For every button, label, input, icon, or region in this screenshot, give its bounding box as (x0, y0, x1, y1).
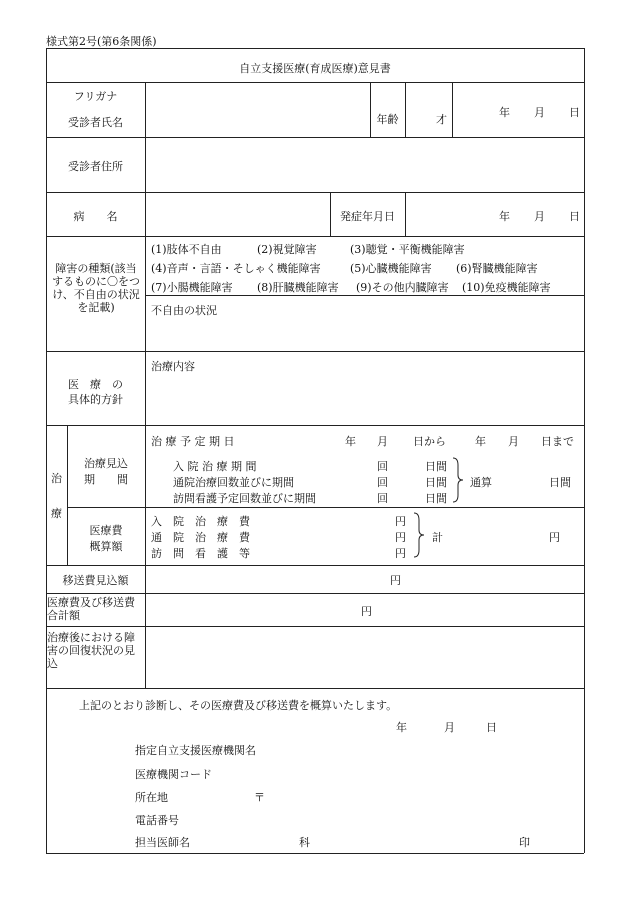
condition-field[interactable] (146, 318, 583, 350)
cost-row-label: 入 院 治 療 費 (151, 515, 250, 528)
cost-row-unit: 円 (395, 531, 406, 544)
declaration-statement: 上記のとおり診断し、その医療費及び移送費を概算いたします。 (79, 699, 398, 712)
disability-type-item[interactable]: (6)腎臓機能障害 (456, 262, 538, 275)
policy-label-line2: 具体的方針 (68, 393, 123, 406)
form-title: 自立支援医療(育成医療)意見書 (239, 62, 391, 75)
birth-day-label: 日 (569, 106, 580, 119)
schedule-to-suffix: 日まで (541, 435, 574, 448)
postal-mark: 〒 (254, 791, 265, 804)
condition-label: 不自由の状況 (151, 304, 217, 317)
patient-name-field[interactable] (146, 83, 369, 136)
period-total-label: 通算 (470, 476, 492, 489)
combined-total-unit: 円 (361, 605, 372, 618)
institution-label: 指定自立支援医療機関名 (135, 744, 256, 757)
institution-code-label: 医療機関コード (135, 768, 212, 781)
cost-total-unit: 円 (549, 531, 560, 544)
patient-address-field[interactable] (146, 138, 583, 191)
disability-type-item[interactable]: (9)その他内臓障害 (356, 281, 449, 294)
disability-type-item[interactable]: (7)小腸機能障害 (151, 281, 233, 294)
schedule-from-month: 月 (377, 435, 388, 448)
period-row-count: 回 (377, 476, 388, 489)
cost-row-label: 訪 問 看 護 等 (151, 547, 250, 560)
form-number: 様式第2号(第6条関係) (46, 35, 157, 48)
policy-label-line1: 医 療 の (68, 378, 123, 391)
patient-name-label: 受診者氏名 (68, 116, 123, 129)
onset-year-label: 年 (499, 210, 510, 223)
seal-label: 印 (519, 836, 530, 849)
period-row-count: 回 (377, 460, 388, 473)
treatment-content-label: 治療内容 (151, 360, 195, 373)
schedule-to-year: 年 (475, 435, 486, 448)
period-row-days: 日間 (425, 476, 447, 489)
disability-type-item[interactable]: (8)肝臓機能障害 (257, 281, 339, 294)
period-row-count: 回 (377, 492, 388, 505)
patient-address-label: 受診者住所 (68, 160, 123, 173)
cost-row-unit: 円 (395, 515, 406, 528)
recovery-label: 治療後における障害の回復状況の見込 (47, 631, 135, 670)
age-label: 年齢 (376, 113, 399, 126)
furigana-label: フリガナ (73, 90, 118, 103)
period-brace-icon (452, 457, 464, 503)
declaration-year: 年 (396, 721, 407, 734)
age-field[interactable] (406, 83, 434, 136)
disability-type-item[interactable]: (4)音声・言語・そしゃく機能障害 (151, 262, 321, 275)
disability-type-item[interactable]: (3)聴覚・平衡機能障害 (350, 243, 465, 256)
declaration-month: 月 (444, 721, 455, 734)
period-row-label: 訪問看護予定回数並びに期間 (173, 492, 316, 505)
disability-type-item[interactable]: (10)免疫機能障害 (462, 281, 551, 294)
treatment-side-label-1: 治 (51, 472, 62, 485)
period-row-days: 日間 (425, 492, 447, 505)
onset-day-label: 日 (569, 210, 580, 223)
cost-label-1: 医療費 (89, 524, 123, 537)
disability-type-item[interactable]: (5)心臓機能障害 (350, 262, 432, 275)
transport-label: 移送費見込額 (62, 574, 129, 587)
disability-type-item[interactable]: (2)視覚障害 (257, 243, 317, 256)
period-total-unit: 日間 (549, 476, 571, 489)
period-label-2: 期 間 (84, 473, 128, 486)
cost-label-2: 概算額 (89, 540, 123, 553)
doctor-label: 担当医師名 (135, 836, 190, 849)
declaration-day: 日 (486, 721, 497, 734)
department-label: 科 (299, 836, 310, 849)
schedule-to-month: 月 (508, 435, 519, 448)
period-label-1: 治療見込 (84, 457, 128, 470)
phone-label: 電話番号 (135, 814, 179, 827)
treatment-content-field[interactable] (146, 372, 583, 424)
schedule-from-year: 年 (345, 435, 356, 448)
institution-address-label: 所在地 (135, 791, 168, 804)
cost-row-label: 通 院 治 療 費 (151, 531, 250, 544)
cost-total-label: 計 (432, 531, 443, 544)
age-unit: 才 (436, 113, 447, 126)
schedule-label: 治 療 予 定 期 日 (151, 435, 235, 448)
period-row-label: 入 院 治 療 期 間 (173, 460, 257, 473)
disease-label: 病 名 (73, 210, 118, 223)
period-row-label: 通院治療回数並びに期間 (173, 476, 294, 489)
onset-date-label: 発症年月日 (340, 210, 395, 223)
combined-total-label: 医療費及び移送費合計額 (47, 596, 135, 622)
disease-field[interactable] (146, 193, 329, 235)
onset-month-label: 月 (534, 210, 545, 223)
recovery-field[interactable] (146, 627, 583, 687)
period-row-days: 日間 (425, 460, 447, 473)
transport-unit: 円 (390, 574, 401, 587)
treatment-side-label-2: 療 (51, 507, 62, 520)
disability-label: 障害の種類(該当するものに〇をつけ、不自由の状況 を記載) (52, 262, 140, 314)
cost-brace-icon (413, 512, 425, 558)
birth-month-label: 月 (534, 106, 545, 119)
cost-row-unit: 円 (395, 547, 406, 560)
schedule-from-suffix: 日から (413, 435, 446, 448)
birth-year-label: 年 (499, 106, 510, 119)
disability-type-item[interactable]: (1)肢体不自由 (151, 243, 222, 256)
